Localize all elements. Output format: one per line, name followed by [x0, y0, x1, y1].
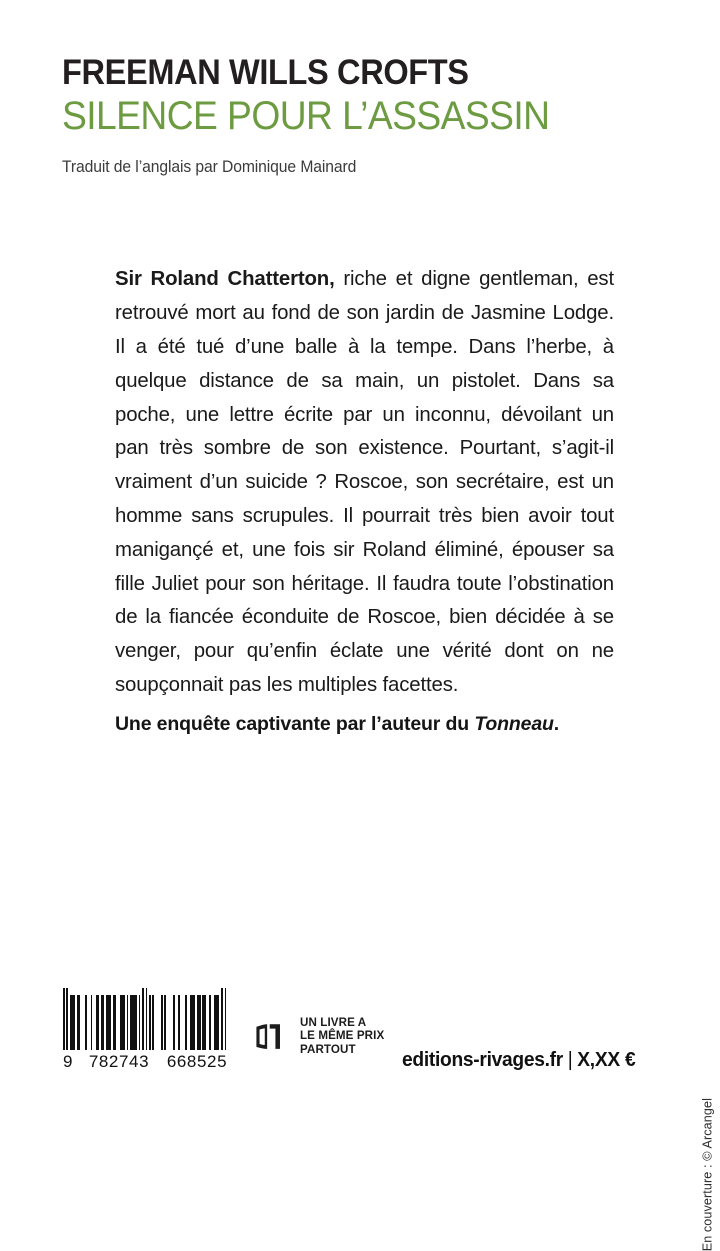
tagline-book-title: Tonneau: [474, 713, 554, 735]
tagline-text-after: .: [553, 713, 560, 735]
fixed-price-line-3: PARTOUT: [300, 1042, 356, 1056]
price-label: X,XX €: [577, 1049, 636, 1071]
publisher-and-price: [402, 1049, 635, 1072]
publisher-website: editions-rivages.fr: [402, 1049, 563, 1071]
open-book-icon: [253, 1017, 291, 1055]
fixed-price-logo: [253, 1016, 384, 1056]
cover-header: [62, 54, 622, 177]
barcode-digit-group-2: 782743: [88, 1052, 150, 1071]
blurb-body-text: riche et digne gentleman, est retrouvé mort au fond de son jardin de Jasmine Lodge. Il a été tué d’une balle à la tempe. Dans l’herbe, à quelque distance de sa main, un pistolet. Dans sa poche, une lettre écrite par un inconnu, dévoilant un pan très sombre de son existence. Pourtant, s’agit-il vraiment d’un suicide ? Roscoe, son secrétaire, est un homme sans scrupules. Il pourrait très bien avoir tout manigançé et, une fois sir Roland éliminé, épouser sa fille Juliet pour son héritage. Il faudra toute l’obstination de la fiancée éconduite de Roscoe, bien décidée à se venger, pour qu’enfin éclate une vérité dont on ne soupçonnait pas les multiples facettes.: [115, 268, 614, 696]
tagline-text-before: Une enquête captivante par l’auteur du: [115, 713, 475, 735]
barcode-bars: [63, 988, 235, 1050]
book-title: SILENCE POUR L’ASSASSIN: [62, 93, 550, 138]
blurb-paragraph: [115, 263, 614, 702]
cover-footer: [0, 980, 720, 1112]
tagline: [115, 713, 614, 736]
isbn-barcode: [63, 988, 235, 1072]
fixed-price-logo-text: [300, 1016, 384, 1056]
publisher-price-separator: |: [567, 1049, 573, 1071]
fixed-price-line-1: UN LIVRE A: [300, 1016, 367, 1029]
fixed-price-line-2: LE MÊME PRIX: [300, 1029, 385, 1043]
blurb-lead-in: Sir Roland Chatterton,: [115, 268, 335, 291]
author-name: FREEMAN WILLS CROFTS: [62, 53, 469, 92]
translator-credit: Traduit de l’anglais par Dominique Mainard: [62, 158, 357, 177]
barcode-digit-group-1: 9: [63, 1052, 74, 1071]
barcode-digit-group-3: 668525: [166, 1052, 228, 1071]
cover-image-credit: En couverture : © Arcangel: [700, 1098, 714, 1251]
barcode-digits: [63, 1052, 235, 1072]
